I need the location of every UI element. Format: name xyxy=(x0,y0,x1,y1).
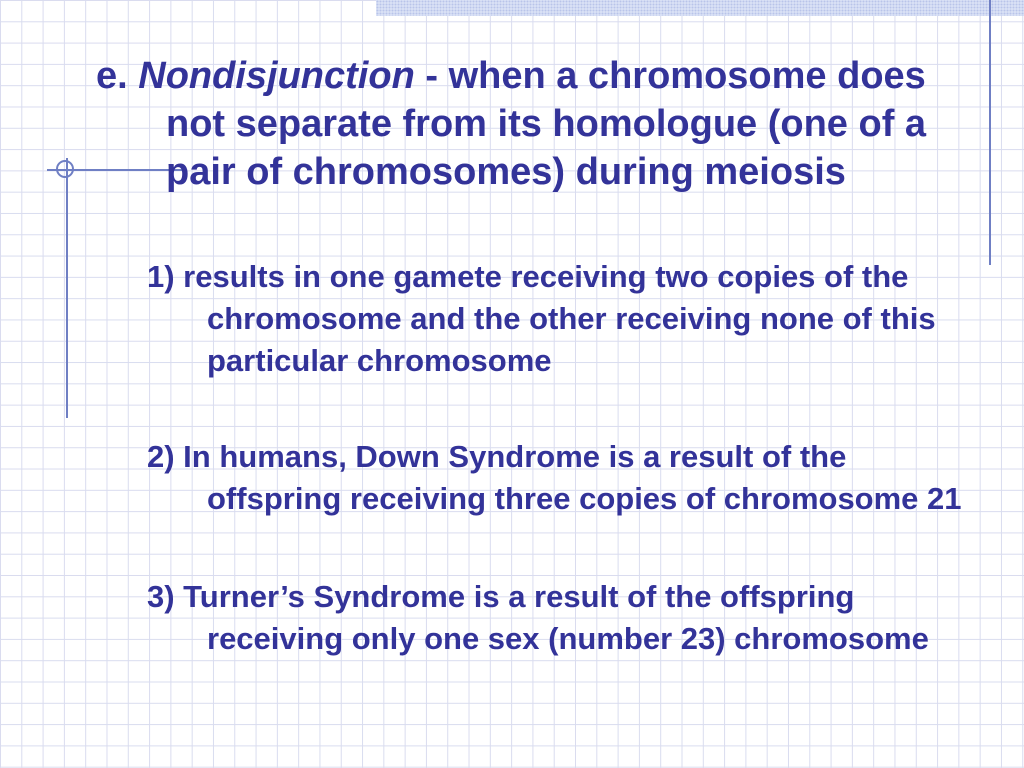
main-point xyxy=(96,52,986,196)
right-vertical-rule xyxy=(989,0,991,265)
main-point-definition: - when a chromosome does not separate from its homologue (one of a pair of chromosomes) during meiosis xyxy=(166,55,927,193)
main-point-marker: e. xyxy=(96,55,128,97)
left-vertical-rule xyxy=(66,158,68,418)
rule-intersection-circle xyxy=(56,160,74,178)
main-point-term: Nondisjunction xyxy=(138,55,415,97)
top-decorative-band xyxy=(376,0,1024,16)
sub-point-3: 3) Turner’s Syndrome is a result of the offspring receiving only one sex (number 23) chromosome xyxy=(147,579,929,656)
sub-point-1: 1) results in one gamete receiving two copies of the chromosome and the other receiving none of this particular chromosome xyxy=(147,259,936,378)
sub-point-2: 2) In humans, Down Syndrome is a result of the offspring receiving three copies of chromosome 21 xyxy=(147,439,962,516)
